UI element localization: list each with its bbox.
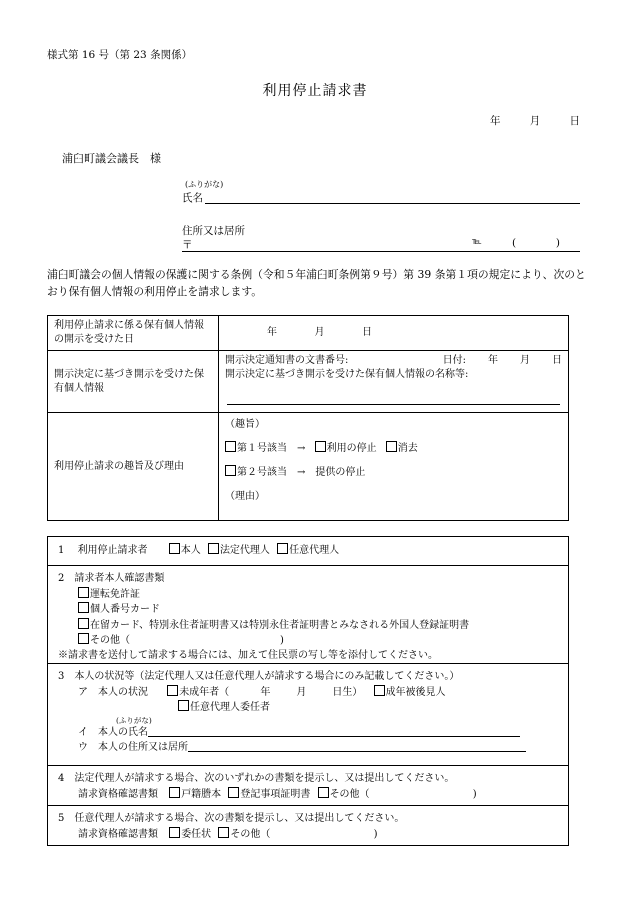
month-label: 月 <box>529 115 541 127</box>
voluntary-principal-label: 任意代理人委任者 <box>190 702 270 713</box>
request-date[interactable] <box>490 113 580 128</box>
section-legal-agent-docs <box>47 766 569 806</box>
section-number: 5 <box>58 813 65 824</box>
tel-field[interactable] <box>512 237 560 249</box>
disclosure-date-label: 利用停止請求に係る保有個人情報の開示を受けた日 <box>48 316 219 351</box>
month-label: 月 <box>314 327 325 338</box>
section-principal-status <box>47 664 569 766</box>
section-voluntary-agent-docs <box>47 806 569 846</box>
power-of-attorney-label: 委任状 <box>181 828 212 840</box>
year-label: 年 <box>488 355 498 366</box>
id-documents-label: 請求者本人確認書類 <box>74 573 165 584</box>
postal-mark: 〒 <box>182 239 193 251</box>
qualification-docs-label: 請求資格確認書類 <box>78 828 158 840</box>
stop-use-label: 利用の停止 <box>326 443 377 454</box>
applicant-name-label: 氏名 <box>182 192 203 204</box>
other-id-label: その他（ <box>90 635 130 646</box>
item2-checkbox[interactable] <box>225 465 236 476</box>
requester-label: 利用停止請求者 <box>77 545 148 556</box>
family-register-label: 戸籍謄本 <box>181 788 222 800</box>
section-number: 1 <box>58 545 65 556</box>
voluntary-agent-label: 任意代理人 <box>289 545 340 556</box>
disclosed-info-name-field[interactable] <box>227 394 560 405</box>
table-row <box>48 316 569 351</box>
doc-number-label: 開示決定通知書の文書番号: <box>225 355 349 366</box>
day-label: 日生） <box>332 686 363 698</box>
applicant-address-label: 住所又は居所 <box>182 225 245 237</box>
form-number: 様式第 16 号（第 23 条関係） <box>47 49 193 61</box>
legal-other-close: ) <box>472 788 477 800</box>
day-label: 日 <box>569 115 580 127</box>
year-label: 年 <box>490 115 501 127</box>
qualification-docs-label: 請求資格確認書類 <box>78 788 158 800</box>
item2-label: 第２号該当 → 提供の停止 <box>237 467 366 478</box>
principal-address-label: ウ 本人の住所又は居所 <box>78 742 188 753</box>
stop-use-checkbox[interactable] <box>315 441 326 452</box>
adult-ward-label: 成年被後見人 <box>385 686 446 698</box>
legal-agent-label: 法定代理人 <box>219 545 270 556</box>
my-number-card-label: 個人番号カード <box>90 604 160 615</box>
date-label: 日付: <box>442 355 466 366</box>
purpose-reason-label: 利用停止請求の趣旨及び理由 <box>48 413 219 521</box>
legal-other-checkbox[interactable] <box>318 787 329 798</box>
erase-label: 消去 <box>397 443 418 454</box>
month-label: 月 <box>520 355 530 366</box>
disclosed-info-name-label: 開示決定に基づき開示を受けた保有個人情報の名称等: <box>225 369 469 380</box>
power-of-attorney-checkbox[interactable] <box>169 827 180 838</box>
minor-label: 未成年者（ <box>179 686 230 698</box>
erase-checkbox[interactable] <box>386 441 397 452</box>
year-label: 年 <box>267 327 277 338</box>
section-requester <box>47 536 569 566</box>
section-number: 3 <box>58 671 65 682</box>
legal-agent-checkbox[interactable] <box>208 543 219 554</box>
applicant-address-field[interactable] <box>182 237 580 252</box>
voluntary-agent-checkbox[interactable] <box>277 543 288 554</box>
residence-card-checkbox[interactable] <box>78 618 89 629</box>
applicant-furigana-label: (ふりがな) <box>185 180 224 189</box>
paren-open: ( <box>512 237 517 249</box>
section-number: 2 <box>58 573 65 584</box>
item1-label: 第１号該当 → <box>237 443 306 454</box>
birth-date-field[interactable] <box>260 686 362 701</box>
other-id-checkbox[interactable] <box>78 633 89 644</box>
family-register-checkbox[interactable] <box>169 787 180 798</box>
self-checkbox[interactable] <box>169 543 180 554</box>
other-id-close: ) <box>280 635 284 646</box>
registry-cert-checkbox[interactable] <box>228 787 239 798</box>
mail-note: ※請求書を送付して請求する場合には、加えて住民票の写し等を添付してください。 <box>58 649 438 661</box>
request-table <box>47 315 569 521</box>
item1-checkbox[interactable] <box>225 441 236 452</box>
principal-name-field[interactable] <box>148 725 520 737</box>
reason-label: （理由） <box>225 491 265 502</box>
voluntary-other-checkbox[interactable] <box>218 827 229 838</box>
addressee: 浦臼町議会議長 様 <box>62 152 161 165</box>
disclosed-info-cell <box>219 351 569 413</box>
disclosure-date-field[interactable] <box>219 316 569 351</box>
residence-card-label: 在留カード、特別永住者証明書又は特別永住者証明書とみなされる外国人登録証明書 <box>90 619 470 631</box>
table-row <box>48 413 569 521</box>
disclosed-info-label: 開示決定に基づき開示を受けた保有個人情報 <box>48 351 219 413</box>
applicant-name-field[interactable] <box>205 190 580 204</box>
principal-name-label: イ 本人の氏名 <box>78 726 148 738</box>
purpose-reason-cell <box>219 413 569 521</box>
principal-status-a: ア 本人の状況 <box>78 686 148 698</box>
section-id-documents <box>47 566 569 664</box>
page-title: 利用停止請求書 <box>262 83 368 99</box>
month-label: 月 <box>296 686 307 698</box>
drivers-license-checkbox[interactable] <box>78 587 89 598</box>
registry-cert-label: 登記事項証明書 <box>240 788 311 800</box>
year-label: 年 <box>260 686 271 698</box>
intro-text: 浦臼町議会の個人情報の保護に関する条例（令和５年浦臼町条例第９号）第 39 条第１項の規定により、次のとおり保有個人情報の利用停止を請求します。 <box>47 268 586 298</box>
day-label: 日 <box>552 355 562 366</box>
voluntary-agent-docs-label: 任意代理人が請求する場合、次の書類を提示し、又は提出してください。 <box>74 813 405 824</box>
paren-close: ) <box>555 237 560 249</box>
self-label: 本人 <box>180 545 201 556</box>
purpose-label: （趣旨） <box>225 419 265 430</box>
adult-ward-checkbox[interactable] <box>374 685 385 696</box>
applicant-name-row <box>182 190 580 205</box>
voluntary-principal-checkbox[interactable] <box>178 700 189 711</box>
voluntary-other-label: その他（ <box>230 828 271 840</box>
legal-agent-docs-label: 法定代理人が請求する場合、次のいずれかの書類を提示し、又は提出してください。 <box>74 773 455 784</box>
voluntary-other-close: ) <box>373 828 378 840</box>
table-row <box>48 351 569 413</box>
principal-status-label: 本人の状況等（法定代理人又は任意代理人が請求する場合にのみ記載してください。） <box>74 671 460 682</box>
section-number: 4 <box>58 773 65 784</box>
my-number-card-checkbox[interactable] <box>78 602 89 613</box>
minor-checkbox[interactable] <box>167 685 178 696</box>
legal-other-label: その他（ <box>329 788 370 800</box>
tel-label: ℡ <box>472 237 482 247</box>
drivers-license-label: 運転免許証 <box>90 588 140 600</box>
principal-address-field[interactable] <box>188 740 526 752</box>
day-label: 日 <box>362 327 372 338</box>
principal-furigana-label: (ふりがな) <box>116 715 152 725</box>
